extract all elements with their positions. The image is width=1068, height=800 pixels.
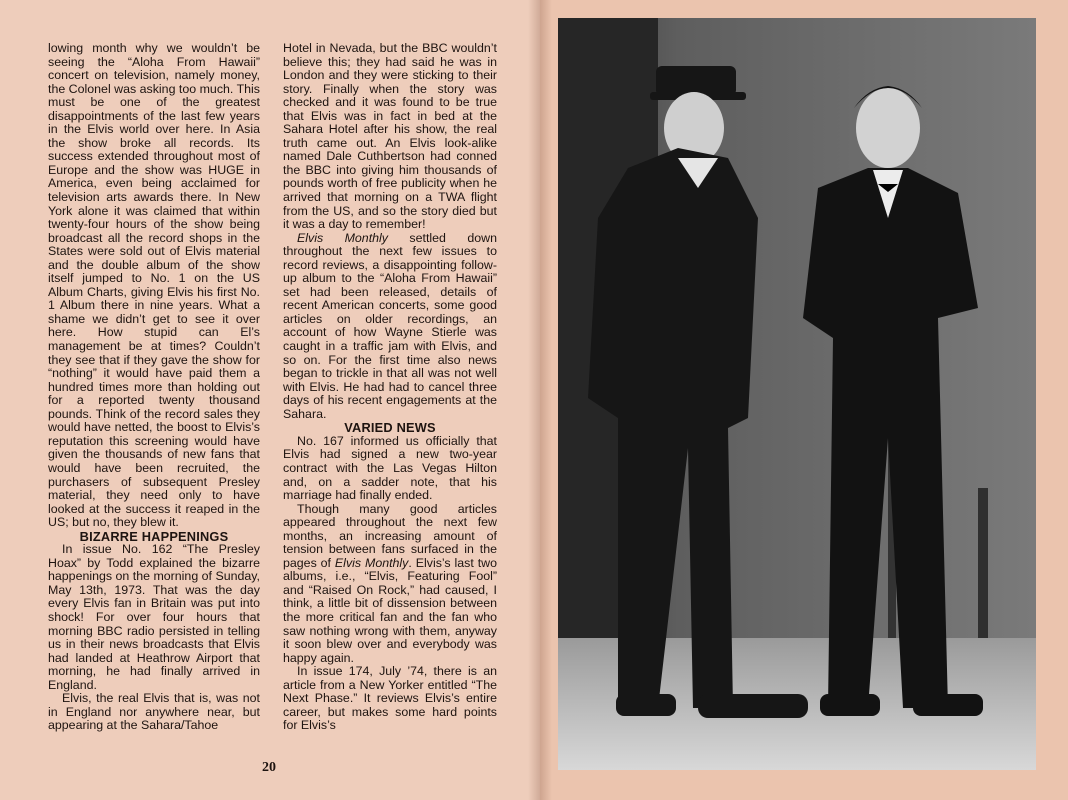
paragraph: lowing month why we wouldn’t be seeing the “Aloha From Hawaii” concert on television, namely money, the Colonel was asking too much. This must be one of the greatest disappointments of the last few years in the Elvis world over here. In Asia the show broke all records. Its success extended throughout most of Europe and the show was HUGE in America, even being acclaimed for television arts awards there. In New York alone it was claimed that within twenty-four hours of the show being broadcast all the record shops in the States were sold out of Elvis material and the double album of the show itself jumped to No. 1 on the US Album Charts, giving Elvis his first No. 1 Album there in nine years. What a shame we didn’t get to see it over here. How stupid can El’s management be at times? Couldn’t they see that if they gave the show for “nothing” it would have paid them a hundred times more than holding out for a reported twenty thousand pounds. Think of the record sales they would have netted, the boost to Elvis’s reputation this screening would have given the thousands of new fans that would have been recruited, the purchasers of subsequent Presley material, they need only to have looked at the success it reaped in the US; but no, they blew it. [48, 42, 260, 530]
section-heading-bizarre-happenings: BIZARRE HAPPENINGS [79, 528, 229, 544]
paragraph-text: settled down throughout the next few issues to record reviews, a disappointing follow-up album to the “Aloha From Hawaii” set had been released, details of recent American concerts, some good articles on older recordings, an account of how Wayne Stierle was caught in a traffic jam with Elvis, and so on. For the first time also news began to trickle in that all was not well with Elvis. He had had to cancel three days of his recent engagements at the Sahara. [283, 230, 497, 421]
section-heading-varied-news: VARIED NEWS [344, 420, 436, 436]
paragraph: Hotel in Nevada, but the BBC wouldn’t believe this; they had said he was in London and they were sticking to their story. Finally when the story was checked and it was found to be true that Elvis was in fact in bed at the Sahara Hotel after his show, the real truth came out. An Elvis look-alike named Dale Cuthbertson had conned the BBC into giving him thousands of pounds worth of free publicity when he arrived that morning on a TWA flight from the US, and so the story died but it was a day to remember! [283, 42, 497, 232]
paragraph: In issue 174, July ’74, there is an article from a New Yorker entitled “The Next Phase.” It reviews Elvis’s entire career, but makes some hard points for Elvis’s [283, 664, 497, 733]
paragraph [283, 232, 497, 422]
photo-two-men-in-suits-icon [558, 18, 1036, 770]
magazine-title: Elvis Monthly [334, 555, 409, 570]
paragraph: Elvis, the real Elvis that is, was not in England nor anywhere near, but appearing at the Sahara/Tahoe [48, 691, 260, 733]
magazine-title: Elvis Monthly [297, 230, 388, 245]
paragraph [283, 503, 497, 666]
page-gutter [528, 0, 552, 800]
paragraph-text: Though many good articles appeared throughout the next few months, an increasing amount of tension between fans surfaced in the pages of [283, 501, 497, 570]
paragraph: In issue No. 162 “The Presley Hoax” by Todd explained the bizarre happenings on the morning of Sunday, May 13th, 1973. That was the day every Elvis fan in Britain was put into shock! For over four hours that morning BBC radio persisted in telling us in their news broadcasts that Elvis had landed at Heathrow Airport that morning, he had finally arrived in England. [48, 542, 260, 692]
text-column-1 [48, 42, 260, 742]
paragraph-text: . Elvis’s last two albums, i.e., “Elvis, Featuring Fool” and “Raised On Rock,” had caused, I think, a little bit of dissension between the more critical fan and the fan who saw nothing wrong with them, anyway it soon blew over and everybody was happy again. [283, 555, 497, 665]
paragraph: No. 167 informed us officially that Elvis had signed a new two-year contract with the Las Vegas Hilton and, on a sadder note, that his marriage had finally ended. [283, 433, 497, 503]
text-column-2 [283, 42, 497, 742]
photo-illustration [558, 18, 1036, 770]
page-number: 20 [262, 760, 276, 775]
